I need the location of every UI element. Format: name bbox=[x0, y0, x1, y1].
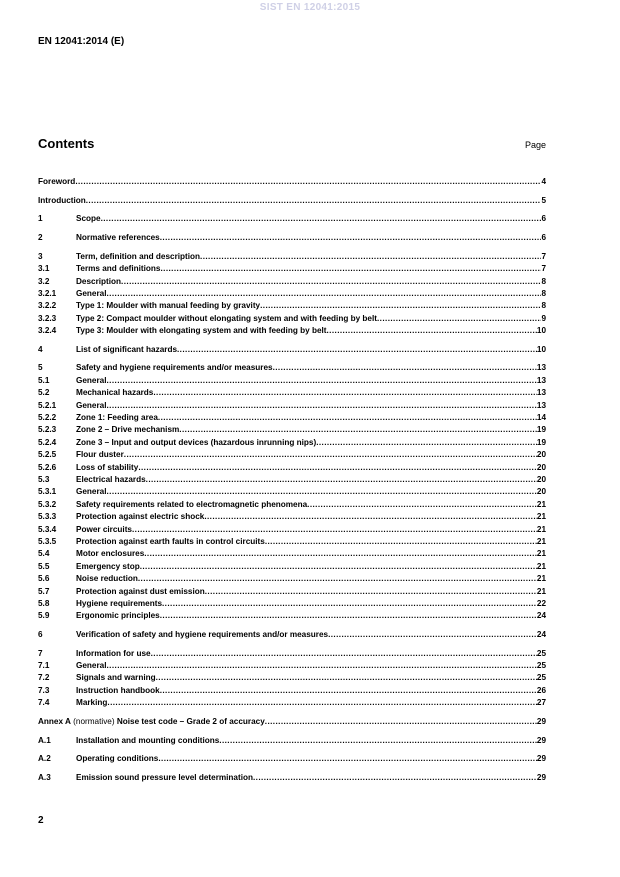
toc-entry[interactable] bbox=[38, 753, 546, 765]
toc-entry[interactable] bbox=[38, 586, 546, 598]
toc-dot-leader bbox=[160, 685, 537, 697]
toc-dot-leader bbox=[107, 697, 536, 709]
toc-entry-title: Safety and hygiene requirements and/or measures bbox=[76, 363, 273, 373]
toc-entry[interactable] bbox=[38, 344, 546, 356]
toc-entry-title: Emission sound pressure level determination bbox=[76, 772, 253, 782]
toc-entry-number: 5.3.3 bbox=[38, 512, 57, 522]
toc-entry-page: 20 bbox=[536, 474, 546, 484]
toc-entry-page: 24 bbox=[536, 629, 546, 639]
toc-entry-number: 5.3.5 bbox=[38, 536, 57, 546]
toc-entry-page: 6 bbox=[541, 214, 546, 224]
toc-dot-leader bbox=[132, 524, 537, 536]
toc-entry-page: 13 bbox=[536, 375, 546, 385]
toc-entry[interactable] bbox=[38, 648, 546, 660]
toc-entry-number: 3.2.3 bbox=[38, 313, 57, 323]
toc-entry[interactable] bbox=[38, 313, 546, 325]
toc-entry-page: 29 bbox=[536, 735, 546, 745]
toc-entry-number: 2 bbox=[38, 233, 43, 243]
toc-entry-number: 5.4 bbox=[38, 549, 50, 559]
toc-dot-leader bbox=[153, 387, 537, 399]
toc-entry-page: 21 bbox=[536, 536, 546, 546]
toc-entry[interactable] bbox=[38, 232, 546, 244]
toc-entry-title: General bbox=[76, 288, 107, 298]
toc-entry-title: Mechanical hazards bbox=[76, 388, 154, 398]
toc-entry-number: 5.9 bbox=[38, 611, 50, 621]
toc-entry-title: List of significant hazards bbox=[76, 344, 177, 354]
toc-entry-page: 26 bbox=[536, 685, 546, 695]
toc-dot-leader bbox=[156, 672, 537, 684]
toc-dot-leader bbox=[260, 300, 541, 312]
table-of-contents bbox=[38, 176, 546, 784]
toc-entry-page: 29 bbox=[536, 716, 546, 726]
toc-entry-title: Terms and definitions bbox=[76, 264, 161, 274]
toc-entry-number: 3.2.1 bbox=[38, 288, 57, 298]
toc-entry-number: 7.4 bbox=[38, 698, 50, 708]
toc-entry-title: General bbox=[76, 400, 107, 410]
toc-entry[interactable] bbox=[38, 548, 546, 560]
toc-entry-title: Zone 1: Feeding area bbox=[76, 413, 158, 423]
toc-dot-leader bbox=[316, 437, 537, 449]
toc-dot-leader bbox=[101, 213, 542, 225]
toc-entry[interactable] bbox=[38, 660, 546, 672]
toc-entry-title: Noise reduction bbox=[76, 574, 138, 584]
toc-entry[interactable] bbox=[38, 735, 546, 747]
toc-entry-number: 5.6 bbox=[38, 574, 50, 584]
toc-dot-leader bbox=[107, 288, 542, 300]
toc-entry[interactable] bbox=[38, 474, 546, 486]
toc-dot-leader bbox=[273, 362, 537, 374]
toc-dot-leader bbox=[162, 598, 537, 610]
toc-dot-leader bbox=[327, 325, 537, 337]
toc-entry-number: 7 bbox=[38, 648, 43, 658]
toc-entry-title: General bbox=[76, 661, 107, 671]
toc-entry[interactable] bbox=[38, 424, 546, 436]
toc-entry-title: Emergency stop bbox=[76, 561, 140, 571]
toc-entry-number: 3 bbox=[38, 251, 43, 261]
toc-dot-leader bbox=[253, 772, 537, 784]
toc-entry-title: Term, definition and description bbox=[76, 251, 201, 261]
toc-dot-leader bbox=[144, 548, 537, 560]
toc-entry-page: 21 bbox=[536, 574, 546, 584]
toc-entry-number: 5.2.6 bbox=[38, 462, 57, 472]
toc-dot-leader bbox=[160, 610, 537, 622]
document-id: EN 12041:2014 (E) bbox=[38, 36, 125, 47]
toc-entry-title-part: Annex A bbox=[38, 716, 71, 726]
toc-entry-title: Ergonomic principles bbox=[76, 611, 160, 621]
toc-entry[interactable] bbox=[38, 437, 546, 449]
toc-entry-number: A.1 bbox=[38, 735, 51, 745]
toc-entry[interactable] bbox=[38, 598, 546, 610]
toc-dot-leader bbox=[124, 449, 537, 461]
toc-entry-page: 20 bbox=[536, 462, 546, 472]
toc-entry-page: 21 bbox=[536, 561, 546, 571]
toc-entry-page: 8 bbox=[541, 276, 546, 286]
toc-entry-title: Type 1: Moulder with manual feeding by gravity bbox=[76, 301, 261, 311]
toc-entry-page: 10 bbox=[536, 344, 546, 354]
toc-entry[interactable] bbox=[38, 449, 546, 461]
toc-entry-page: 25 bbox=[536, 648, 546, 658]
toc-entry[interactable] bbox=[38, 524, 546, 536]
toc-entry-number: 5.8 bbox=[38, 598, 50, 608]
toc-entry-page: 7 bbox=[541, 251, 546, 261]
toc-dot-leader bbox=[160, 232, 542, 244]
toc-entry[interactable] bbox=[38, 697, 546, 709]
toc-entry-page: 8 bbox=[541, 288, 546, 298]
toc-entry[interactable] bbox=[38, 672, 546, 684]
toc-dot-leader bbox=[121, 276, 541, 288]
toc-dot-leader bbox=[75, 176, 541, 188]
toc-entry-number: 5.2.2 bbox=[38, 413, 57, 423]
toc-dot-leader bbox=[138, 462, 537, 474]
toc-entry-number: 5.2 bbox=[38, 388, 50, 398]
toc-dot-leader bbox=[177, 344, 537, 356]
toc-entry-page: 10 bbox=[536, 326, 546, 336]
toc-entry-title: Signals and warning bbox=[76, 673, 156, 683]
toc-entry[interactable] bbox=[38, 536, 546, 548]
toc-entry-title: Electrical hazards bbox=[76, 474, 146, 484]
toc-entry-title: Power circuits bbox=[76, 524, 132, 534]
toc-entry[interactable] bbox=[38, 195, 546, 207]
toc-dot-leader bbox=[151, 648, 537, 660]
toc-entry[interactable] bbox=[38, 176, 546, 188]
toc-entry[interactable] bbox=[38, 629, 546, 641]
toc-dot-leader bbox=[107, 660, 537, 672]
toc-entry-page: 8 bbox=[541, 301, 546, 311]
toc-entry[interactable] bbox=[38, 462, 546, 474]
toc-entry-number: A.3 bbox=[38, 772, 51, 782]
toc-entry-number: 7.2 bbox=[38, 673, 50, 683]
toc-entry-title: Marking bbox=[76, 698, 108, 708]
toc-dot-leader bbox=[307, 499, 537, 511]
toc-dot-leader bbox=[158, 753, 537, 765]
toc-dot-leader bbox=[219, 735, 537, 747]
toc-entry-number: 5 bbox=[38, 363, 43, 373]
toc-entry-number: 5.3.4 bbox=[38, 524, 57, 534]
toc-entry-number: 5.7 bbox=[38, 586, 50, 596]
toc-dot-leader bbox=[107, 375, 537, 387]
toc-entry-page: 9 bbox=[541, 313, 546, 323]
toc-entry-title: Installation and mounting conditions bbox=[76, 735, 220, 745]
toc-entry-number: 5.2.1 bbox=[38, 400, 57, 410]
toc-entry-page: 6 bbox=[541, 233, 546, 243]
toc-dot-leader bbox=[200, 251, 541, 263]
toc-entry[interactable] bbox=[38, 685, 546, 697]
toc-dot-leader bbox=[265, 716, 537, 728]
toc-entry-number: 7.3 bbox=[38, 685, 50, 695]
toc-entry-title: General bbox=[76, 375, 107, 385]
toc-entry[interactable] bbox=[38, 486, 546, 498]
toc-entry-number: 5.3.1 bbox=[38, 487, 57, 497]
toc-entry-page: 21 bbox=[536, 512, 546, 522]
toc-entry-number: 5.3 bbox=[38, 474, 50, 484]
toc-entry-page: 29 bbox=[536, 754, 546, 764]
toc-entry-title: Motor enclosures bbox=[76, 549, 145, 559]
toc-entry-title: Protection against electric shock bbox=[76, 512, 205, 522]
page-number: 2 bbox=[38, 815, 44, 826]
toc-entry-title: Type 3: Moulder with elongating system and with feeding by belt bbox=[76, 326, 327, 336]
toc-entry-number: 5.1 bbox=[38, 375, 50, 385]
toc-entry[interactable] bbox=[38, 276, 546, 288]
toc-entry-title: Zone 2 – Drive mechanism bbox=[76, 425, 180, 435]
toc-dot-leader bbox=[158, 412, 537, 424]
toc-entry[interactable] bbox=[38, 251, 546, 263]
toc-entry[interactable] bbox=[38, 412, 546, 424]
toc-entry-number: 5.3.2 bbox=[38, 499, 57, 509]
toc-entry-title: Verification of safety and hygiene requirements and/or measures bbox=[76, 629, 329, 639]
toc-entry-page: 14 bbox=[536, 413, 546, 423]
toc-entry-page: 25 bbox=[536, 673, 546, 683]
toc-entry-title: Hygiene requirements bbox=[76, 598, 162, 608]
toc-entry-page: 20 bbox=[536, 450, 546, 460]
toc-entry[interactable] bbox=[38, 263, 546, 275]
toc-entry-page: 7 bbox=[541, 264, 546, 274]
toc-entry-number: 3.1 bbox=[38, 264, 50, 274]
watermark: SIST EN 12041:2015 bbox=[259, 2, 361, 13]
toc-entry[interactable] bbox=[38, 375, 546, 387]
toc-entry[interactable] bbox=[38, 573, 546, 585]
toc-entry-page: 19 bbox=[536, 437, 546, 447]
toc-entry-number: 4 bbox=[38, 344, 43, 354]
toc-entry-title: Description bbox=[76, 276, 122, 286]
toc-entry-page: 21 bbox=[536, 499, 546, 509]
toc-entry-page: 13 bbox=[536, 400, 546, 410]
toc-entry-title: Protection against earth faults in control circuits bbox=[76, 536, 265, 546]
contents-title: Contents bbox=[38, 136, 95, 151]
toc-entry-title: Protection against dust emission bbox=[76, 586, 205, 596]
toc-entry-page: 24 bbox=[536, 611, 546, 621]
toc-dot-leader bbox=[146, 474, 537, 486]
toc-dot-leader bbox=[86, 195, 542, 207]
toc-dot-leader bbox=[160, 263, 541, 275]
toc-entry-page: 13 bbox=[536, 363, 546, 373]
page-column-label: Page bbox=[524, 140, 546, 150]
toc-entry[interactable] bbox=[38, 288, 546, 300]
toc-entry-title bbox=[38, 716, 265, 728]
toc-entry-page: 29 bbox=[536, 772, 546, 782]
toc-dot-leader bbox=[265, 536, 537, 548]
toc-entry[interactable] bbox=[38, 400, 546, 412]
toc-entry-page: 21 bbox=[536, 524, 546, 534]
toc-entry-number: 5.2.3 bbox=[38, 425, 57, 435]
toc-dot-leader bbox=[205, 586, 537, 598]
toc-dot-leader bbox=[140, 561, 537, 573]
toc-entry-title: Zone 3 – Input and output devices (hazardous inrunning nips) bbox=[76, 437, 317, 447]
toc-entry-page: 21 bbox=[536, 549, 546, 559]
toc-entry-page: 20 bbox=[536, 487, 546, 497]
toc-entry-number: 6 bbox=[38, 629, 43, 639]
toc-entry-page: 13 bbox=[536, 388, 546, 398]
toc-dot-leader bbox=[138, 573, 537, 585]
toc-dot-leader bbox=[328, 629, 537, 641]
toc-entry-page: 27 bbox=[536, 698, 546, 708]
toc-entry-number: 3.2.4 bbox=[38, 326, 57, 336]
toc-entry-number: 1 bbox=[38, 214, 43, 224]
toc-entry-title: Type 2: Compact moulder without elongating system and with feeding by belt bbox=[76, 313, 377, 323]
toc-dot-leader bbox=[179, 424, 537, 436]
toc-entry-number: 5.5 bbox=[38, 561, 50, 571]
toc-entry-page: 5 bbox=[541, 195, 546, 205]
toc-entry[interactable] bbox=[38, 561, 546, 573]
toc-entry-title: Instruction handbook bbox=[76, 685, 160, 695]
toc-entry-title: Foreword bbox=[38, 177, 76, 186]
toc-entry-title: Information for use bbox=[76, 648, 151, 658]
toc-entry-title: Introduction bbox=[38, 195, 86, 205]
toc-entry-number: 5.2.5 bbox=[38, 450, 57, 460]
toc-entry-page: 22 bbox=[536, 598, 546, 608]
toc-dot-leader bbox=[377, 313, 541, 325]
toc-entry-title: Flour duster bbox=[76, 450, 124, 460]
toc-entry-title: Safety requirements related to electromagnetic phenomena bbox=[76, 499, 308, 509]
toc-entry-number: 5.2.4 bbox=[38, 437, 57, 447]
toc-dot-leader bbox=[204, 511, 537, 523]
toc-entry-page: 25 bbox=[536, 661, 546, 671]
toc-entry[interactable] bbox=[38, 499, 546, 511]
toc-entry-page: 19 bbox=[536, 425, 546, 435]
toc-entry[interactable] bbox=[38, 716, 546, 728]
toc-entry-number: 7.1 bbox=[38, 661, 50, 671]
toc-entry[interactable] bbox=[38, 300, 546, 312]
toc-entry-number: 3.2 bbox=[38, 276, 50, 286]
toc-entry-title: Normative references bbox=[76, 233, 160, 243]
toc-entry-number: A.2 bbox=[38, 754, 51, 764]
toc-entry[interactable] bbox=[38, 610, 546, 622]
toc-entry[interactable] bbox=[38, 511, 546, 523]
toc-entry-title-part: Noise test code – Grade 2 of accuracy bbox=[116, 716, 265, 726]
toc-entry[interactable] bbox=[38, 362, 546, 374]
toc-entry-annex-type: (normative) bbox=[70, 716, 117, 726]
toc-entry[interactable] bbox=[38, 213, 546, 225]
toc-entry-page: 21 bbox=[536, 586, 546, 596]
toc-entry-number: 3.2.2 bbox=[38, 301, 57, 311]
toc-entry-page: 4 bbox=[541, 177, 546, 186]
toc-entry-title: General bbox=[76, 487, 107, 497]
toc-dot-leader bbox=[107, 486, 537, 498]
toc-entry-title: Scope bbox=[76, 214, 101, 224]
toc-entry[interactable] bbox=[38, 772, 546, 784]
toc-entry[interactable] bbox=[38, 325, 546, 337]
toc-dot-leader bbox=[107, 400, 537, 412]
toc-entry-title: Loss of stability bbox=[76, 462, 139, 472]
toc-entry-title: Operating conditions bbox=[76, 754, 159, 764]
toc-entry[interactable] bbox=[38, 387, 546, 399]
